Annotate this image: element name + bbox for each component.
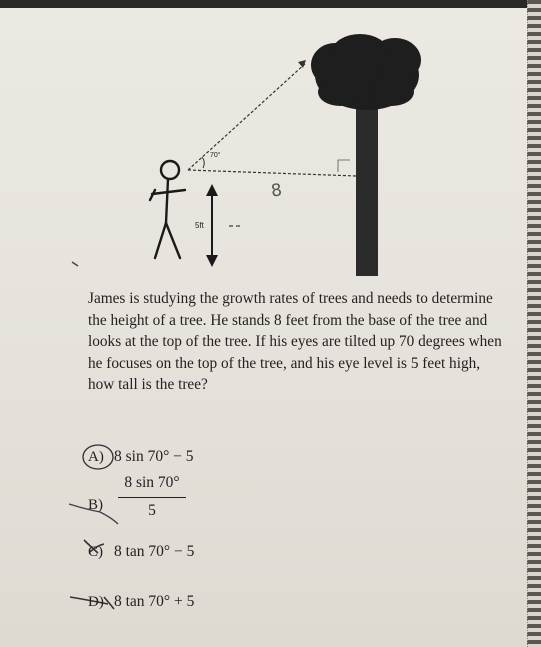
horizontal-distance-line [188, 170, 356, 176]
tree-diagram [0, 0, 541, 290]
choice-a[interactable] [88, 448, 194, 466]
faint-mark [72, 262, 78, 266]
choice-b-denominator: 5 [148, 502, 156, 519]
angle-arc [202, 157, 204, 168]
stick-figure [150, 161, 185, 258]
choice-b-letter: B) [88, 497, 103, 513]
height-arrow-up [206, 184, 218, 196]
tree-trunk [356, 100, 378, 276]
choice-c[interactable] [88, 543, 194, 561]
problem-text: James is studying the growth rates of trees and needs to determine the height of a tree. He stands 8 feet from the base of the tree and looks at the top of the tree. If his eyes are tilted up 70 degrees when he focuses on the top of the tree, and his eye level is 5 feet high, how tall is the tree? [88, 290, 502, 394]
choice-d-letter: D) [88, 593, 104, 610]
choice-a-letter: A) [88, 448, 104, 465]
choice-d[interactable] [88, 593, 194, 611]
choice-c-letter: C) [88, 543, 103, 560]
handwritten-8: 8 [269, 180, 284, 202]
choice-b[interactable] [88, 497, 112, 514]
height-arrow-down [206, 255, 218, 267]
height-label: 5ft [195, 221, 204, 230]
choice-d-expr: 8 tan 70° + 5 [114, 593, 195, 610]
choice-c-expr: 8 tan 70° − 5 [114, 543, 195, 560]
choice-a-expr: 8 sin 70° − 5 [114, 448, 194, 465]
angle-label: 70° [210, 152, 221, 159]
choice-b-fraction [118, 474, 186, 520]
sight-line [188, 63, 306, 170]
right-angle-mark [338, 160, 350, 172]
fraction-bar [118, 497, 186, 498]
tree-canopy [311, 34, 421, 110]
choice-b-numerator: 8 sin 70° [124, 474, 180, 491]
